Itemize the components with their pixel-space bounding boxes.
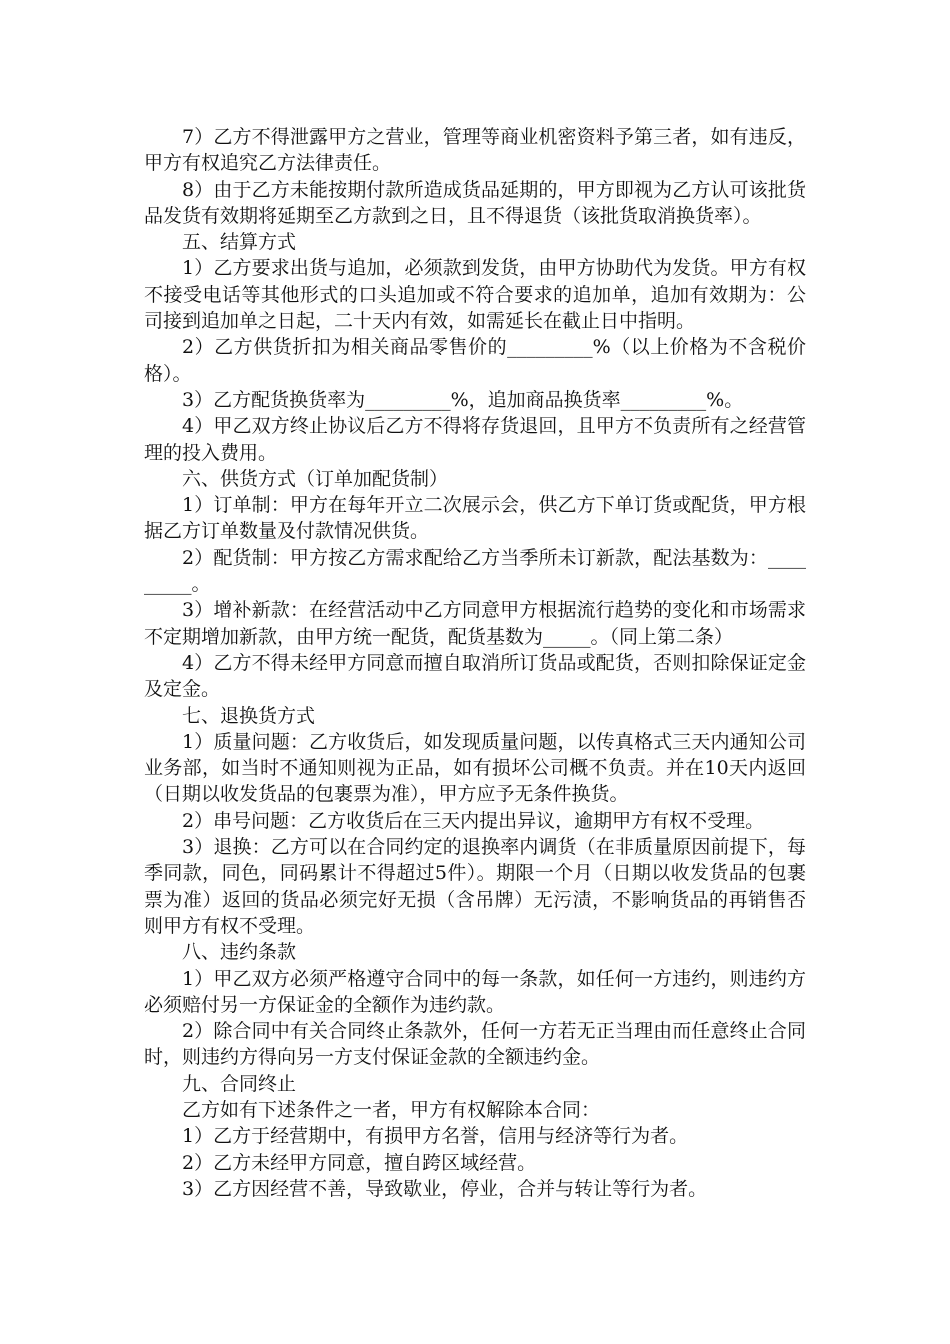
termination-clause-1: 1）乙方于经营期中，有损甲方名誉，信用与经济等行为者。 (182, 1125, 689, 1148)
settlement-clause-1: 1）乙方要求出货与追加，必须款到发货，由甲方协助代为发货。甲方有权不接受电话等其他形式的口头追加或不符合要求的追加单，追加有效期为：公司接到追加单之日起，二十天内有效，如需延长在截止日中指明。 (144, 257, 806, 333)
clause-7-confidentiality: 7）乙方不得泄露甲方之营业，管理等商业机密资料予第三者，如有违反，甲方有权追究乙方法律责任。 (144, 126, 806, 175)
section-heading-termination: 九、合同终止 (182, 1072, 297, 1095)
supply-clause-1: 1）订单制：甲方在每年开立二次展示会，供乙方下单订货或配货，甲方根据乙方订单数量及付款情况供货。 (144, 494, 806, 543)
termination-clause-3: 3）乙方因经营不善，导致歇业，停业，合并与转让等行为者。 (182, 1177, 708, 1200)
returns-clause-2: 2）串号问题：乙方收货后在三天内提出异议，逾期甲方有权不受理。 (182, 809, 765, 832)
breach-clause-2: 2）除合同中有关合同终止条款外，任何一方若无正当理由而任意终止合同时，则违约方得向另一方支付保证金款的全额违约金。 (144, 1020, 806, 1069)
breach-clause-1: 1）甲乙双方必须严格遵守合同中的每一条款，如任何一方违约，则违约方必须赔付另一方保证金的全额作为违约款。 (144, 967, 806, 1016)
section-heading-settlement: 五、结算方式 (182, 231, 297, 254)
returns-clause-1: 1）质量问题：乙方收货后，如发现质量问题，以传真格式三天内通知公司业务部，如当时不通知则视为正品，如有损坏公司概不负责。并在10天内返回（日期以收发货品的包裹票为准），甲方应予无条件换货。 (144, 730, 806, 806)
termination-clause-2: 2）乙方未经甲方同意，擅自跨区域经营。 (182, 1151, 537, 1174)
termination-intro: 乙方如有下述条件之一者，甲方有权解除本合同： (182, 1098, 601, 1121)
section-heading-breach: 八、违约条款 (182, 941, 297, 964)
document-body (144, 124, 806, 1202)
supply-clause-4: 4）乙方不得未经甲方同意而擅自取消所订货品或配货，否则扣除保证定金及定金。 (144, 651, 806, 701)
supply-clause-2: 2）配货制：甲方按乙方需求配给乙方当季所未订新款，配法基数为：_________。 (144, 546, 806, 596)
returns-clause-3: 3）退换：乙方可以在合同约定的退换率内调货（在非质量原因前提下，每季同款，同色，同码累计不得超过5件）。期限一个月（日期以收发货品的包裹票为准）返回的货品必须完好无损（含吊牌）无污渍，不影响货品的再销售否则甲方有权不受理。 (144, 836, 806, 937)
section-heading-returns: 七、退换货方式 (182, 704, 316, 727)
section-heading-supply: 六、供货方式（订单加配货制） (182, 467, 449, 490)
settlement-clause-3: 3）乙方配货换货率为_________%，追加商品换货率_________%。 (182, 388, 744, 411)
settlement-clause-2: 2）乙方供货折扣为相关商品零售价的_________%（以上价格为不含税价格）。 (144, 336, 806, 385)
clause-8-late-payment: 8）由于乙方未能按期付款所造成货品延期的，甲方即视为乙方认可该批货品发货有效期将延期至乙方款到之日，且不得退货（该批货取消换货率）。 (144, 178, 806, 227)
settlement-clause-4: 4）甲乙双方终止协议后乙方不得将存货退回，且甲方不负责所有之经营管理的投入费用。 (144, 415, 806, 464)
supply-clause-3: 3）增补新款：在经营活动中乙方同意甲方根据流行趋势的变化和市场需求不定期增加新款，由甲方统一配货，配货基数为_____。（同上第二条） (144, 599, 806, 648)
